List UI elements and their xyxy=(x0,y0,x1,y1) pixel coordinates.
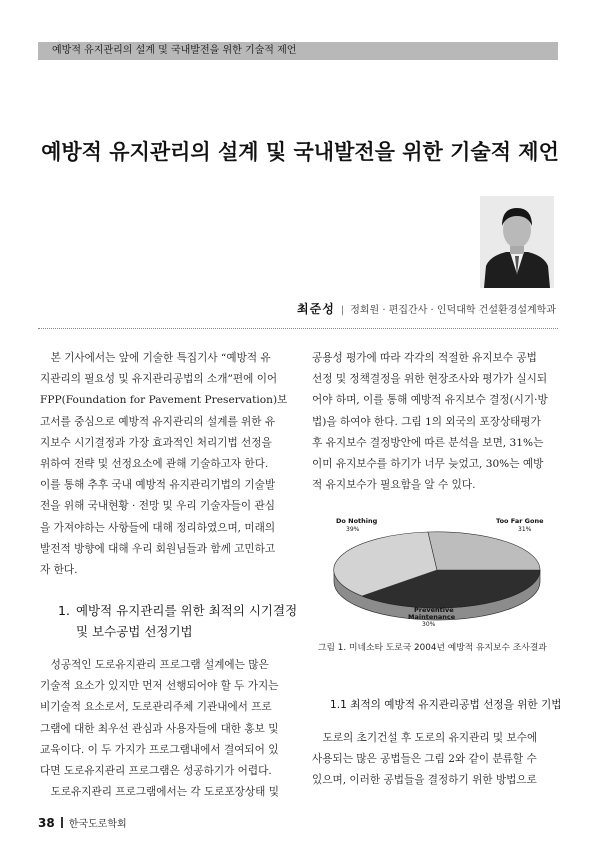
text-line: 이미 유지보수를 하기가 너무 늦었고, 30%는 예방 xyxy=(312,458,544,471)
section-1-title-line1: 예방적 유지관리를 위한 최적의 시기결정 xyxy=(75,603,298,618)
text-line: 전을 위해 국내현황 · 전망 및 우리 기술자들이 관심 xyxy=(40,500,275,513)
text-line: 다면 도로유지관리 프로그램은 성공하기가 어렵다. xyxy=(40,765,272,778)
text-line: 선정 및 정책결정을 위한 현장조사와 평가가 실시되 xyxy=(312,373,548,386)
text-line: 있으며, 이러한 공법들을 결정하기 위한 방법으로 xyxy=(312,774,537,787)
text-line: 도로유지관리 프로그램에서는 각 도로포장상태 및 xyxy=(50,786,279,799)
page-footer xyxy=(38,815,127,830)
text-line: 법)을 하여야 한다. 그림 1의 외국의 포장상태평가 xyxy=(312,415,541,428)
author-line xyxy=(297,300,556,317)
running-header-title: 예방적 유지관리의 설계 및 국내발전을 위한 기술적 제언 xyxy=(52,45,297,56)
author-separator: | xyxy=(340,305,345,316)
text-line: 고서를 중심으로 예방적 유지관리의 설계를 위한 유 xyxy=(40,415,276,428)
header-divider xyxy=(38,328,558,329)
section-1-title-line2: 및 보수공법 선정기법 xyxy=(76,624,193,639)
left-section1-paragraph xyxy=(40,655,290,803)
label-too-far-gone: Too Far Gone xyxy=(496,517,544,525)
section-1-heading xyxy=(58,600,298,642)
right-section1-1-paragraph xyxy=(312,728,560,792)
author-portrait-icon xyxy=(480,196,554,288)
text-line: 위하여 전략 및 선정요소에 관해 기술하고자 한다. xyxy=(40,458,269,471)
label-preventive-2: Maintenance xyxy=(408,613,456,621)
text-line: 공용성 평가에 따라 각각의 적절한 유지보수 공법 xyxy=(312,352,537,364)
label-too-far-gone-pct: 31% xyxy=(518,526,532,533)
text-line: FPP(Foundation for Pavement Preservation)보 xyxy=(40,394,288,407)
page-number: 38 xyxy=(38,816,55,830)
text-line: 사용되는 많은 공법들은 그림 2와 같이 분류할 수 xyxy=(312,753,537,766)
footer-separator xyxy=(61,817,63,828)
label-preventive-1: Preventive xyxy=(414,606,454,614)
text-line: 발전적 방향에 대해 우리 회원님들과 함께 고민하고 xyxy=(40,542,276,555)
left-intro-paragraph xyxy=(40,348,290,581)
article-title: 예방적 유지관리의 설계 및 국내발전을 위한 기술적 제언 xyxy=(41,140,559,164)
text-line: 교육이다. 이 두 가지가 프로그램내에서 결여되어 있 xyxy=(40,743,279,756)
author-affiliation: 정회원 · 편집간사 · 인덕대학 건설환경설계학과 xyxy=(350,305,556,316)
figure-1-pie-chart xyxy=(318,512,556,628)
author-photo xyxy=(480,196,554,288)
text-line: 비기술적 요소로서, 도로관리주체 기관내에서 프로 xyxy=(40,701,272,714)
text-line: 이를 통해 추후 국내 예방적 유지관리기법의 기술발 xyxy=(40,479,276,492)
section-1-1-heading: 1.1 최적의 예방적 유지관리공법 선정을 위한 기법 xyxy=(330,699,562,711)
text-line: 을 가져야하는 사항들에 대해 정리하였으며, 미래의 xyxy=(40,521,276,534)
pie-chart-svg xyxy=(318,512,556,628)
section-1-number: 1. xyxy=(58,603,70,618)
label-preventive-pct: 30% xyxy=(422,621,436,628)
figure-1-caption: 그림 1. 미네소타 도로국 2004년 예방적 유지보수 조사결과 xyxy=(318,643,547,653)
pie-slice-too-far-gone xyxy=(428,532,540,570)
text-line: 자 한다. xyxy=(40,564,78,577)
footer-society: 한국도로학회 xyxy=(68,819,127,830)
text-line: 그램에 대한 최우선 관심과 사용자들에 대한 홍보 및 xyxy=(40,722,279,735)
label-do-nothing-pct: 39% xyxy=(346,526,360,533)
text-line: 기술적 요소가 있지만 먼저 선행되어야 할 두 가지는 xyxy=(40,680,279,693)
text-line: 적 유지보수가 필요함을 알 수 있다. xyxy=(312,479,476,492)
text-line: 지관리의 필요성 및 유지관리공법의 소개”편에 이어 xyxy=(40,373,278,386)
text-line: 본 기사에서는 앞에 기술한 특집기사 “예방적 유 xyxy=(50,352,271,364)
label-do-nothing: Do Nothing xyxy=(336,517,378,525)
author-name: 최준성 xyxy=(297,302,335,316)
running-header xyxy=(38,42,558,60)
text-line: 도로의 초기건설 후 도로의 유지관리 및 보수에 xyxy=(322,732,538,744)
text-line: 후 유지보수 결정방안에 따른 분석을 보면, 31%는 xyxy=(312,436,544,449)
text-line: 어야 하며, 이를 통해 예방적 유지보수 결정(시기·방 xyxy=(312,394,548,407)
text-line: 지보수 시기결정과 가장 효과적인 처리기법 선정을 xyxy=(40,436,272,449)
text-line: 성공적인 도로유지관리 프로그램 설계에는 많은 xyxy=(50,659,269,671)
right-intro-paragraph xyxy=(312,348,560,496)
